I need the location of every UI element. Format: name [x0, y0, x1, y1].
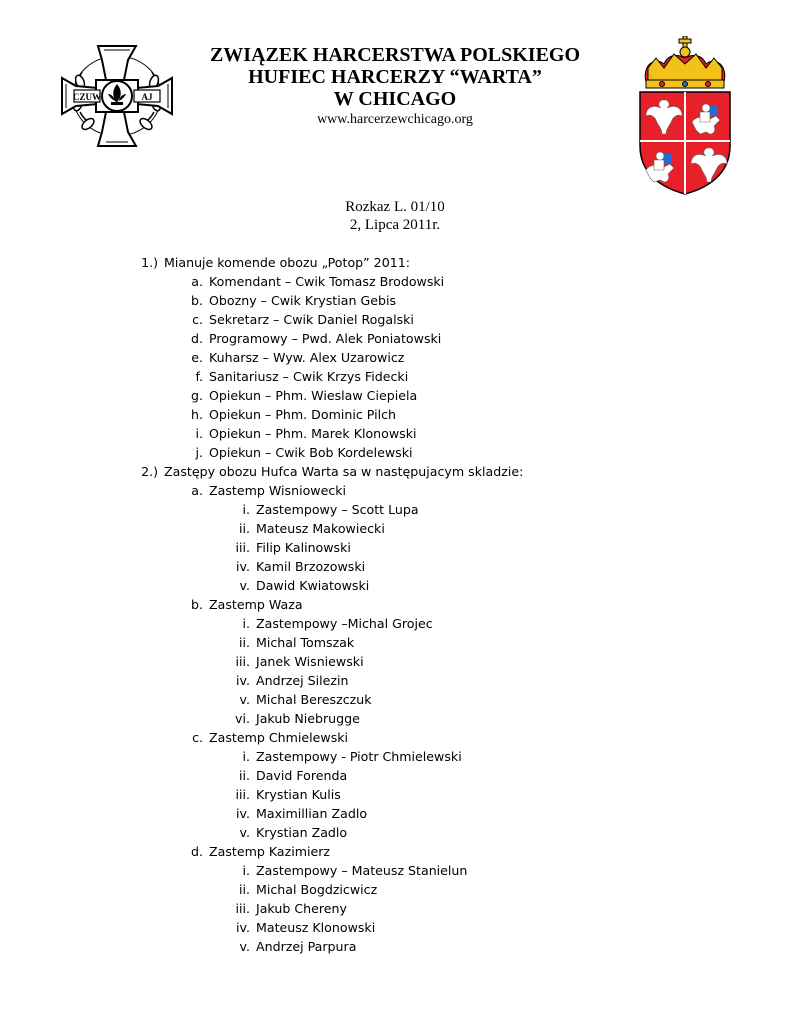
list-item-text: Mateusz Klonowski: [256, 920, 376, 935]
order-number: Rozkaz L. 01/10: [345, 199, 445, 215]
list-marker: i.: [242, 749, 250, 764]
list-marker: ii.: [238, 635, 250, 650]
list-marker: d.: [191, 844, 203, 859]
list-subitem: [195, 367, 409, 386]
website-link[interactable]: www.harcerzewchicago.org: [317, 112, 473, 127]
list-item-text: Janek Wisniewski: [256, 654, 364, 669]
polish-lithuanian-coat-of-arms-icon: [634, 36, 738, 196]
list-item-text: Zastempowy – Scott Lupa: [256, 502, 419, 517]
list-marker: v.: [239, 825, 250, 840]
list-item-text: Zastemp Waza: [209, 597, 303, 612]
order-date: 2, Lipca 2011r.: [349, 217, 441, 233]
list-member: [236, 918, 376, 937]
list-member: [238, 633, 355, 652]
list-member: [235, 652, 364, 671]
list-item-text: Jakub Chereny: [256, 901, 347, 916]
list-member: [239, 690, 372, 709]
list-marker: ii.: [238, 768, 250, 783]
list-marker: ii.: [238, 521, 250, 536]
list-item-text: Zastemp Wisniowecki: [209, 483, 347, 498]
left-logo-text-left: CZUW: [72, 92, 102, 102]
list-marker: i.: [195, 426, 203, 441]
list-item-text: Michal Bogdzicwicz: [256, 882, 378, 897]
list-member: [242, 500, 419, 519]
list-group: [191, 481, 347, 500]
left-logo-text-right: AJ: [141, 92, 153, 102]
list-marker: i.: [242, 502, 250, 517]
list-member: [236, 804, 368, 823]
list-item-text: Opiekun – Phm. Dominic Pilch: [209, 407, 396, 422]
list-item-text: Jakub Niebrugge: [256, 711, 360, 726]
list-item-text: Krystian Zadlo: [256, 825, 348, 840]
list-item-text: Opiekun – Cwik Bob Kordelewski: [209, 445, 413, 460]
list-marker: f.: [195, 369, 203, 384]
list-member: [235, 785, 341, 804]
list-marker: iv.: [236, 920, 250, 935]
list-group: [191, 595, 303, 614]
list-item-text: Michal Tomszak: [256, 635, 355, 650]
list-item-text: Opiekun – Phm. Wieslaw Ciepiela: [209, 388, 418, 403]
list-subitem: [195, 424, 417, 443]
list-item-text: Programowy – Pwd. Alek Poniatowski: [209, 331, 442, 346]
list-item-text: Michal Bereszczuk: [256, 692, 372, 707]
list-marker: a.: [191, 483, 203, 498]
list-marker: c.: [192, 312, 203, 327]
list-item-text: Zastempowy - Piotr Chmielewski: [256, 749, 462, 764]
list-member: [239, 823, 348, 842]
list-marker: h.: [191, 407, 203, 422]
header-line-3: W CHICAGO: [333, 88, 457, 110]
list-item-text: Zastępy obozu Hufca Warta sa w następujacym skladzie:: [164, 464, 524, 479]
list-item-text: Obozny – Cwik Krystian Gebis: [209, 293, 396, 308]
list-marker: g.: [191, 388, 203, 403]
list-member: [235, 709, 360, 728]
list-item: [141, 462, 524, 481]
list-group: [191, 842, 331, 861]
list-marker: iv.: [236, 673, 250, 688]
list-member: [238, 880, 378, 899]
header-line-2: HUFIEC HARCERZY “WARTA”: [248, 66, 542, 88]
list-marker: iii.: [235, 901, 250, 916]
list-marker: 2.): [141, 464, 158, 479]
list-subitem: [191, 386, 418, 405]
list-item-text: Sekretarz – Cwik Daniel Rogalski: [209, 312, 414, 327]
list-subitem: [191, 348, 405, 367]
list-subitem: [191, 291, 396, 310]
list-member: [238, 519, 385, 538]
list-marker: i.: [242, 616, 250, 631]
list-marker: b.: [191, 293, 203, 308]
list-item-text: Kuharsz – Wyw. Alex Uzarowicz: [209, 350, 405, 365]
list-marker: j.: [195, 445, 203, 460]
list-item-text: Dawid Kwiatowski: [256, 578, 370, 593]
list-subitem: [195, 443, 413, 462]
list-marker: iii.: [235, 540, 250, 555]
list-marker: v.: [239, 939, 250, 954]
list-marker: ii.: [238, 882, 250, 897]
list-item-text: Krystian Kulis: [256, 787, 341, 802]
list-marker: iv.: [236, 559, 250, 574]
list-member: [242, 861, 468, 880]
list-subitem: [191, 405, 396, 424]
list-marker: d.: [191, 331, 203, 346]
harcerski-cross-lily-icon: [58, 42, 176, 150]
list-item: [141, 253, 410, 272]
list-subitem: [191, 272, 445, 291]
list-item-text: Mianuje komende obozu „Potop” 2011:: [164, 255, 410, 270]
list-marker: iii.: [235, 787, 250, 802]
list-marker: iv.: [236, 806, 250, 821]
list-member: [236, 671, 349, 690]
list-marker: 1.): [141, 255, 158, 270]
list-marker: b.: [191, 597, 203, 612]
list-member: [239, 576, 370, 595]
document-header: [180, 44, 610, 129]
list-item-text: Sanitariusz – Cwik Krzys Fidecki: [209, 369, 409, 384]
list-marker: e.: [191, 350, 203, 365]
list-member: [239, 937, 357, 956]
list-marker: vi.: [235, 711, 250, 726]
list-member: [235, 538, 351, 557]
list-member: [236, 557, 366, 576]
list-marker: i.: [242, 863, 250, 878]
list-item-text: David Forenda: [256, 768, 348, 783]
list-item-text: Opiekun – Phm. Marek Klonowski: [209, 426, 417, 441]
list-item-text: Andrzej Silezin: [256, 673, 349, 688]
list-item-text: Zastempowy – Mateusz Stanielun: [256, 863, 468, 878]
order-block: [300, 198, 490, 234]
list-item-text: Andrzej Parpura: [256, 939, 357, 954]
header-line-1: ZWIĄZEK HARCERSTWA POLSKIEGO: [209, 44, 581, 66]
list-member: [242, 614, 433, 633]
list-item-text: Kamil Brzozowski: [256, 559, 366, 574]
list-marker: a.: [191, 274, 203, 289]
list-marker: c.: [192, 730, 203, 745]
list-item-text: Maximillian Zadlo: [256, 806, 368, 821]
list-member: [242, 747, 462, 766]
list-item-text: Mateusz Makowiecki: [256, 521, 385, 536]
list-item-text: Zastemp Chmielewski: [209, 730, 349, 745]
list-marker: iii.: [235, 654, 250, 669]
list-marker: v.: [239, 578, 250, 593]
list-member: [235, 899, 347, 918]
list-group: [192, 728, 349, 747]
list-member: [238, 766, 348, 785]
list-item-text: Zastemp Kazimierz: [209, 844, 331, 859]
list-item-text: Filip Kalinowski: [256, 540, 351, 555]
list-subitem: [191, 329, 442, 348]
list-subitem: [192, 310, 414, 329]
list-item-text: Komendant – Cwik Tomasz Brodowski: [209, 274, 445, 289]
list-marker: v.: [239, 692, 250, 707]
list-item-text: Zastempowy –Michal Grojec: [256, 616, 433, 631]
